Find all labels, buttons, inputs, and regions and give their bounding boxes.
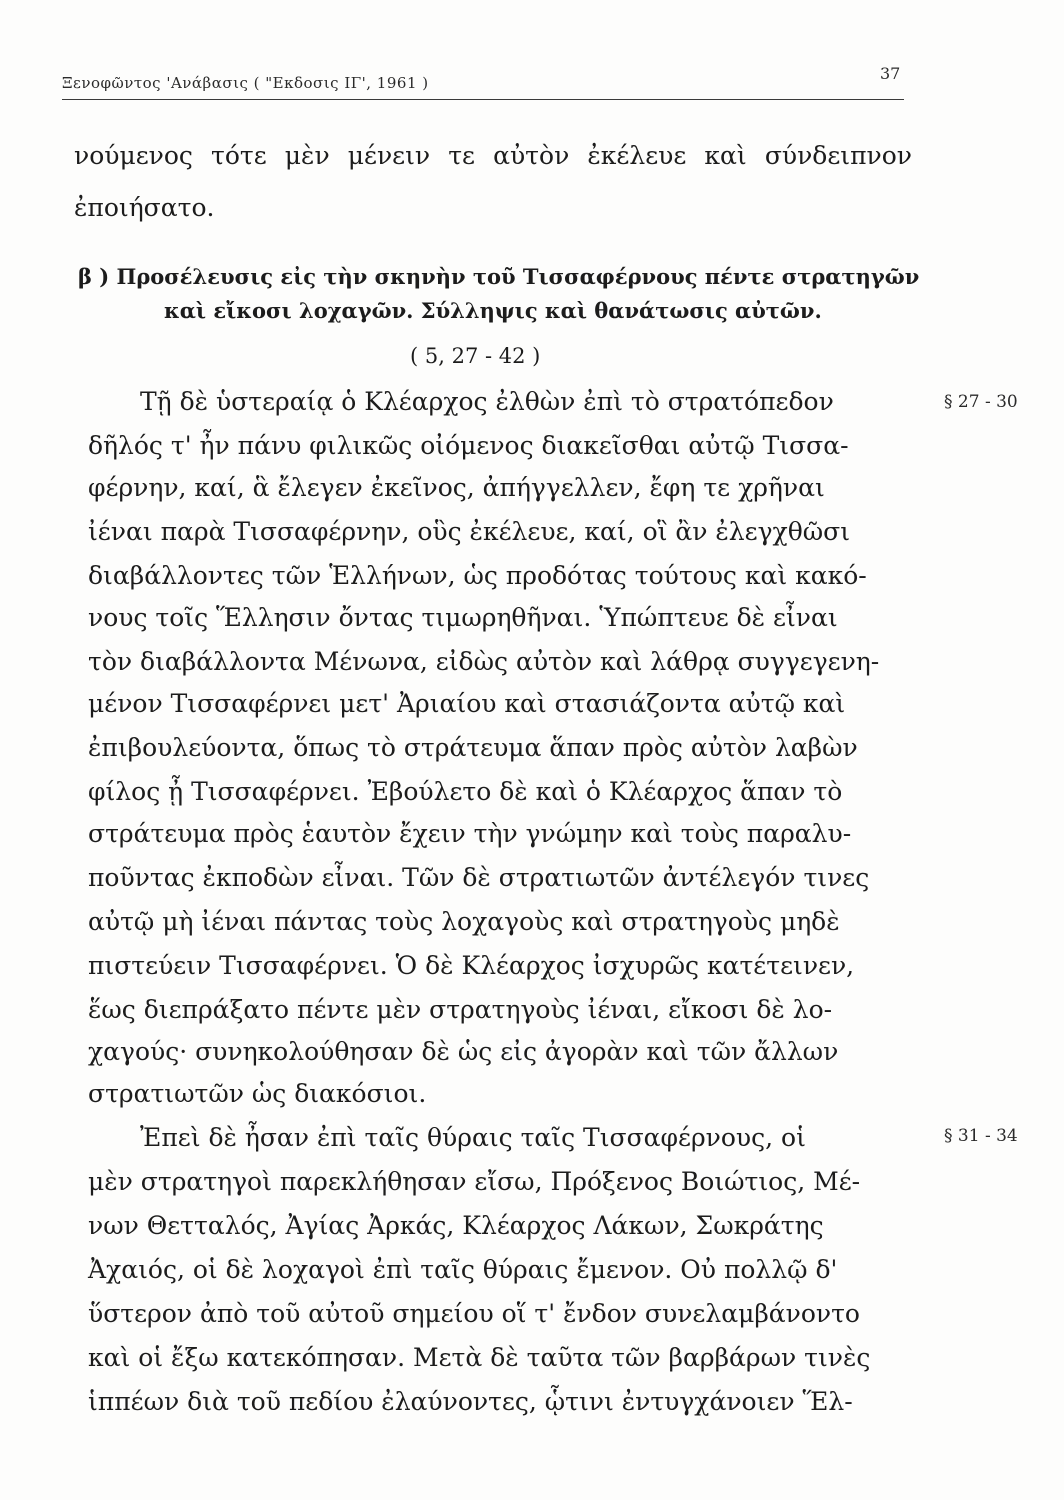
intro-line-2: ἐποιήσατο. [74, 193, 215, 222]
body-line-1: Τῇ δὲ ὑστεραίᾳ ὁ Κλέαρχος ἐλθὼν ἐπὶ τὸ στρατόπεδον [140, 387, 834, 416]
body-line-12: ποῦντας ἐκποδὼν εἶναι. Τῶν δὲ στρατιωτῶν ἀντέλεγόν τινες [88, 863, 870, 892]
body-line-7: τὸν διαβάλλοντα Μένωνα, εἰδὼς αὐτὸν καὶ λάθρᾳ συγγεγενη- [88, 647, 880, 676]
page-number: 37 [880, 64, 901, 83]
body-line-3: φέρνην, καί, ἃ ἔλεγεν ἐκεῖνος, ἀπήγγελλεν, ἔφη τε χρῆναι [88, 473, 825, 502]
margin-reference-1: § 27 - 30 [944, 392, 1018, 412]
body-line-17: στρατιωτῶν ὡς διακόσιοι. [88, 1079, 427, 1108]
body-line-22: ὕστερον ἀπὸ τοῦ αὐτοῦ σημείου οἵ τ' ἔνδον συνελαμβάνοντο [88, 1299, 860, 1328]
body-line-11: στράτευμα πρὸς ἑαυτὸν ἔχειν τὴν γνώμην καὶ τοὺς παραλυ- [88, 819, 852, 848]
body-line-4: ἰέναι παρὰ Τισσαφέρνην, οὓς ἐκέλευε, καί, οἳ ἂν ἐλεγχθῶσι [88, 517, 850, 546]
body-line-9: ἐπιβουλεύοντα, ὅπως τὸ στράτευμα ἅπαν πρὸς αὐτὸν λαβὼν [88, 733, 858, 762]
section-heading-line-1: β ) Προσέλευσις εἰς τὴν σκηνὴν τοῦ Τισσαφέρνους πέντε στρατηγῶν [78, 264, 920, 289]
running-title: Ξενοφῶντος 'Ανάβασις ( "Εκδοσις ΙΓ', 1961 ) [62, 74, 429, 92]
margin-reference-2: § 31 - 34 [944, 1126, 1018, 1146]
body-line-2: δῆλός τ' ἦν πάνυ φιλικῶς οἰόμενος διακεῖσθαι αὐτῷ Τισσα- [88, 431, 849, 460]
body-line-5: διαβάλλοντες τῶν Ἑλλήνων, ὡς προδότας τούτους καὶ κακό- [88, 561, 867, 590]
body-line-10: φίλος ᾖ Τισσαφέρνει. Ἐβούλετο δὲ καὶ ὁ Κλέαρχος ἅπαν τὸ [88, 777, 843, 806]
body-line-23: καὶ οἱ ἔξω κατεκόπησαν. Μετὰ δὲ ταῦτα τῶν βαρβάρων τινὲς [88, 1343, 871, 1372]
body-line-19: μὲν στρατηγοὶ παρεκλήθησαν εἴσω, Πρόξενος Βοιώτιος, Μέ- [88, 1167, 861, 1196]
body-line-6: νους τοῖς Ἕλλησιν ὄντας τιμωρηθῆναι. Ὑπώπτευε δὲ εἶναι [88, 603, 838, 632]
body-line-8: μένον Τισσαφέρνει μετ' Ἀριαίου καὶ στασιάζοντα αὐτῷ καὶ [88, 689, 846, 718]
intro-line-1: νούμενος τότε μὲν μένειν τε αὐτὸν ἐκέλευε καὶ σύνδειπνον [74, 141, 912, 170]
body-line-16: χαγούς· συνηκολούθησαν δὲ ὡς εἰς ἀγορὰν καὶ τῶν ἄλλων [88, 1037, 839, 1066]
body-line-13: αὐτῷ μὴ ἰέναι πάντας τοὺς λοχαγοὺς καὶ στρατηγοὺς μηδὲ [88, 907, 840, 936]
section-heading-line-2: καὶ εἴκοσι λοχαγῶν. Σύλληψις καὶ θανάτωσις αὐτῶν. [164, 298, 822, 323]
header-rule [62, 99, 904, 100]
body-line-24: ἱππέων διὰ τοῦ πεδίου ἐλαύνοντες, ᾧτινι ἐντυγχάνοιεν Ἕλ- [88, 1387, 853, 1416]
chapter-reference: ( 5, 27 - 42 ) [410, 344, 541, 368]
body-line-14: πιστεύειν Τισσαφέρνει. Ὁ δὲ Κλέαρχος ἰσχυρῶς κατέτεινεν, [88, 951, 855, 980]
body-line-21: Ἀχαιός, οἱ δὲ λοχαγοὶ ἐπὶ ταῖς θύραις ἔμενον. Οὐ πολλῷ δ' [88, 1255, 838, 1284]
body-line-18: Ἐπεὶ δὲ ἦσαν ἐπὶ ταῖς θύραις ταῖς Τισσαφέρνους, οἱ [140, 1123, 806, 1152]
body-line-20: νων Θετταλός, Ἀγίας Ἀρκάς, Κλέαρχος Λάκων, Σωκράτης [88, 1211, 824, 1240]
body-line-15: ἕως διεπράξατο πέντε μὲν στρατηγοὺς ἰέναι, εἴκοσι δὲ λο- [88, 995, 833, 1024]
